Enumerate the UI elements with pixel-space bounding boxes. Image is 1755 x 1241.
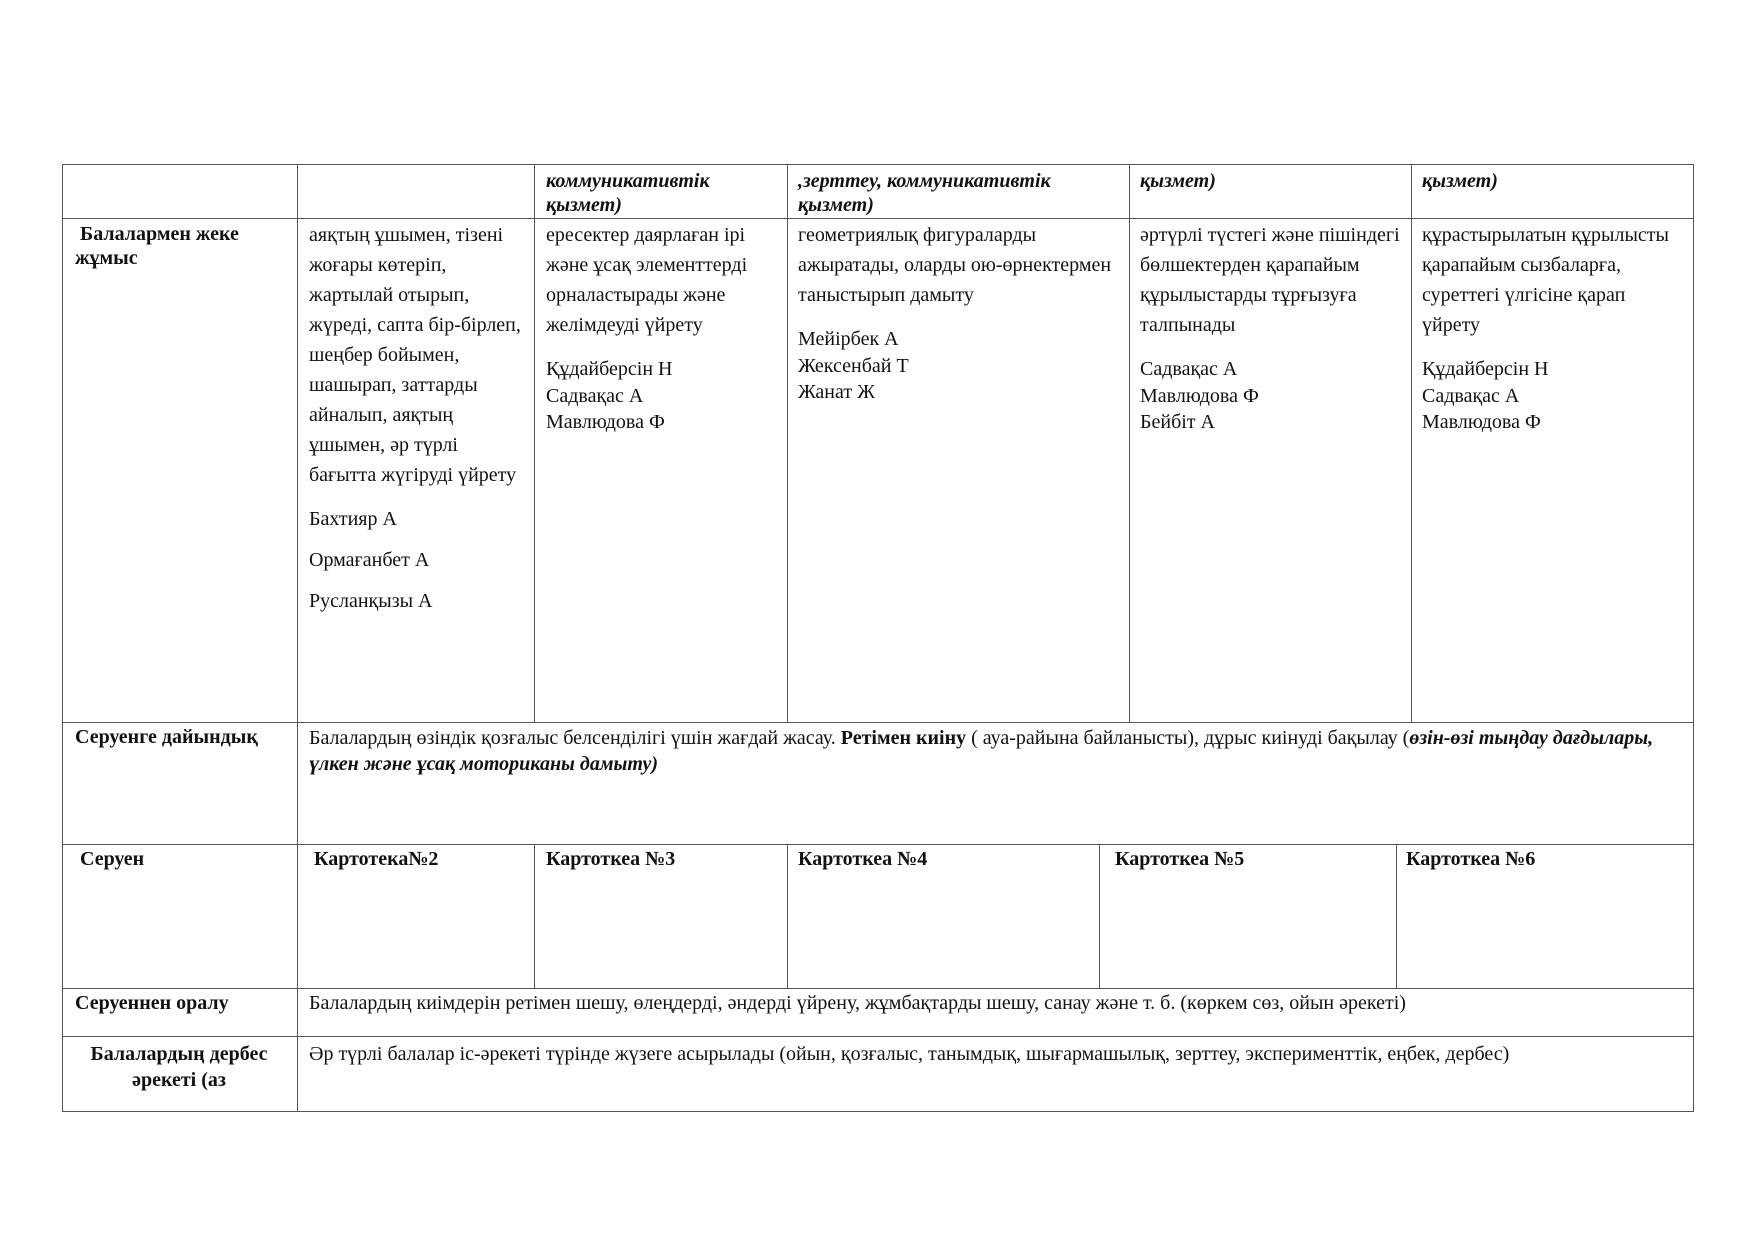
row-label-return-walk: Серуеннен оралу [75,992,229,1014]
col-border [1693,164,1694,1112]
walk-card: Картотека№2 [309,848,439,870]
walk-card: Картоткеа №5 [1115,848,1245,870]
walk-prep-text-part: ( ауа-райына байланысты), дұрыс киінуді бақылау ( [966,727,1410,749]
return-walk-text: Балалардың киімдерін ретімен шешу, өлеңдерді, әндерді үйрену, жұмбақтарды шешу, санау және т. б. (көркем сөз, ойын әрекеті) [309,992,1406,1014]
individual-work-text: ересектер даярлаған ірі және ұсақ элементтерді орналастырады және желімдеуді үйрету [546,224,748,336]
individual-work-text: геометриялық фигураларды ажыратады, оларды ою-өрнектермен таныстырып дамыту [798,224,1112,306]
child-name: Бейбіт А [1140,411,1215,433]
individual-work-col4 [1140,218,1406,436]
child-name: Жексенбай Т [798,354,909,377]
col-border [62,164,63,1112]
row-border [62,722,1694,723]
children-names [798,326,1122,406]
col-border [297,164,298,1112]
individual-work-text: әртүрлі түстегі және пішіндегі бөлшектерден қарапайым құрылыстарды тұрғызуға талпынады [1140,224,1400,336]
row-label-individual-work: Балалармен жеке жұмыс [75,223,244,269]
row-label-walk: Серуен [75,848,145,870]
individual-work-text: құрастырылатын құрылысты қарапайым сызбаларға, суреттегі үлгісіне қарап үйрету [1422,224,1669,336]
child-name: Ормағанбет А [309,549,430,571]
header-cell: қызмет) [1140,170,1216,192]
individual-work-col1 [309,218,527,630]
row-label-independent: Балалардың дербес әрекеті (аз [90,1043,268,1091]
children-names [546,356,782,436]
child-name: Құдайберсін Н [1422,358,1549,380]
col-border [1099,844,1100,988]
col-border [787,844,788,988]
children-names [309,507,527,613]
walk-card: Картоткеа №4 [798,848,928,870]
individual-work-col5 [1422,218,1684,436]
header-cell: қызмет) [1422,170,1498,192]
col-border [787,164,788,722]
individual-work-col2 [546,218,782,436]
col-border [1411,164,1412,722]
row-border [62,1036,1694,1037]
col-border [534,844,535,988]
children-names [1140,356,1406,436]
row-border [62,988,1694,989]
child-name: Садвақас А [1140,358,1238,380]
children-names [1422,356,1684,436]
individual-work-col3 [798,218,1122,406]
child-name: Русланқызы А [309,590,433,612]
row-border [62,844,1694,845]
col-border [534,164,535,722]
child-name: Мейірбек А [798,328,899,350]
walk-card: Картоткеа №3 [546,848,676,870]
child-name: Құдайберсін Н [546,358,673,380]
col-border [1396,844,1397,988]
walk-prep-text-bold-italic: өзін-өзі тыңдау дағдылары, үлкен және ұсақ моториканы дамыту) [309,727,1654,775]
individual-work-text: аяқтың ұшымен, тізені жоғары көтеріп, жартылай отырып, жүреді, сапта бір-бірлеп, шеңбер бойымен, шашырап, заттарды айналып, аяқтың ұшымен, әр түрлі бағытта жүгіруді үйрету [309,224,521,486]
child-name: Мавлюдова Ф [1422,411,1541,433]
row-border [62,1111,1694,1112]
walk-prep-text-bold: Ретімен киіну [840,727,967,749]
col-border [1129,164,1130,722]
child-name: Жанат Ж [798,381,876,403]
independent-text: Әр түрлі балалар іс-әрекеті түрінде жүзеге асырылады (ойын, қозғалыс, танымдық, шығармашылық, зерттеу, эксперименттік, еңбек, дербес) [309,1043,1510,1065]
row-label-walk-prep: Серуенге дайындық [75,726,258,748]
walk-prep-text [309,725,1687,777]
walk-card: Картоткеа №6 [1406,848,1536,870]
child-name: Мавлюдова Ф [546,411,665,433]
walk-prep-text-part: Балалардың өзіндік қозғалыс белсенділігі үшін жағдай жасау. [309,727,841,749]
header-cell: ,зерттеу, коммуникативтік қызмет) [798,170,1051,216]
child-name: Бахтияр А [309,508,397,530]
child-name: Садвақас А [546,384,644,407]
child-name: Садвақас А [1422,384,1520,407]
child-name: Мавлюдова Ф [1140,384,1259,407]
header-cell: коммуникативтік қызмет) [546,170,710,216]
row-border [62,164,1694,165]
